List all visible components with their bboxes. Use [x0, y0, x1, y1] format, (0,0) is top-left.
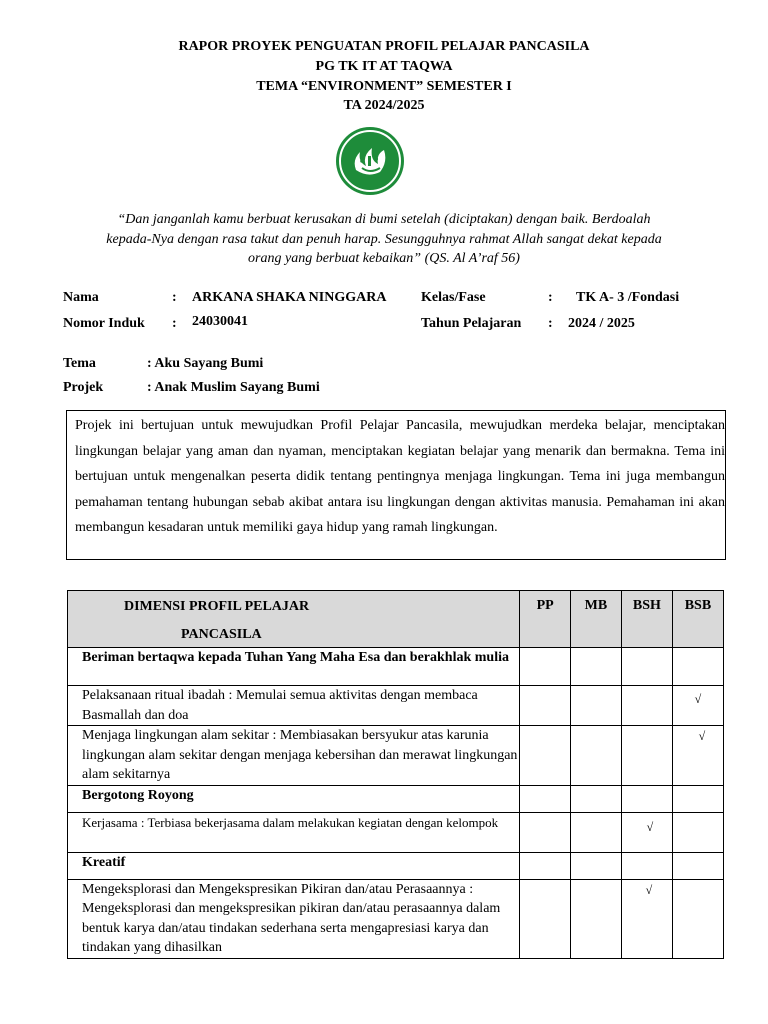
id-label: Nomor Induk — [63, 316, 145, 331]
table-header-row — [68, 591, 724, 648]
item-label: Menjaga lingkungan alam sekitar : Membiasakan bersyukur atas karunia lingkungan alam sekitar dengan menjaga kebersihan dan merawat lingkungan alam sekitarnya — [68, 726, 520, 786]
year-colon: : — [548, 316, 553, 331]
col-mb: MB — [570, 591, 621, 648]
project-value: : Anak Muslim Sayang Bumi — [147, 380, 320, 395]
quote-line: kepada-Nya dengan rasa takut dan penuh harap. Sesungguhnya rahmat Allah sangat dekat kepada — [106, 232, 662, 247]
class-colon: : — [548, 290, 553, 305]
academic-year: TA 2024/2025 — [343, 98, 425, 113]
col-pp: PP — [520, 591, 571, 648]
school-crest-icon — [332, 126, 408, 196]
profile-dimension-table — [67, 590, 724, 959]
year-value: 2024 / 2025 — [568, 316, 635, 331]
theme-value: : Aku Sayang Bumi — [147, 356, 264, 371]
col-bsb: BSB — [672, 591, 723, 648]
quote-line: orang yang berbuat kebaikan” (QS. Al A’raf 56) — [248, 251, 520, 266]
name-colon: : — [172, 290, 177, 305]
group-row — [68, 648, 724, 686]
check-mark-icon: √ — [645, 882, 653, 897]
school-name: PG TK IT AT TAQWA — [315, 59, 453, 74]
project-description: Projek ini bertujuan untuk mewujudkan Profil Pelajar Pancasila, mewujudkan merdeka belajar, menciptakan lingkungan belajar yang aman dan nyaman, menciptakan kegiatan belajar yang menarik dan bermakna. Tema ini bertujuan untuk mengenalkan peserta didik tentang pentingnya menjaga lingkungan. Tema ini juga membangun pemahaman tentang hubungan sebab akibat antara isu lingkungan dengan aktivitas manusia. Pemahaman ini akan membangun kesadaran untuk memiliki gaya hidup yang ramah lingkungan. — [75, 418, 725, 535]
group-label: Kreatif — [68, 852, 520, 879]
col-bsh: BSH — [621, 591, 672, 648]
dimension-header-line: PANCASILA — [181, 627, 262, 642]
group-label: Bergotong Royong — [68, 785, 520, 812]
group-label: Beriman bertaqwa kepada Tuhan Yang Maha Esa dan berakhlak mulia — [68, 648, 520, 686]
name-label: Nama — [63, 290, 99, 305]
id-colon: : — [172, 316, 177, 331]
quote-line: “Dan janganlah kamu berbuat kerusakan di bumi setelah (diciptakan) dengan baik. Berdoalah — [117, 212, 651, 227]
item-label: Mengeksplorasi dan Mengekspresikan Pikiran dan/atau Perasaannya : Mengeksplorasi dan mengekspresikan pikiran dan/atau perasaannya dalam bentuk karya dan/atau tindakan sederhana serta mengapresiasi karya dan tindakan yang dihasilkan — [68, 879, 520, 958]
item-label: Pelaksanaan ritual ibadah : Memulai semua aktivitas dengan membaca Basmallah dan doa — [68, 686, 520, 726]
year-label: Tahun Pelajaran — [421, 316, 522, 331]
dimension-header-line: DIMENSI PROFIL PELAJAR — [124, 599, 310, 614]
theme-semester: TEMA “ENVIRONMENT” SEMESTER I — [256, 79, 512, 94]
student-name: ARKANA SHAKA NINGGARA — [192, 290, 387, 305]
check-mark-icon: √ — [646, 819, 654, 834]
item-label: Kerjasama : Terbiasa bekerjasama dalam melakukan kegiatan dengan kelompok — [68, 812, 520, 852]
table-row — [68, 686, 724, 726]
report-title: RAPOR PROYEK PENGUATAN PROFIL PELAJAR PANCASILA — [178, 39, 590, 54]
project-description-box — [66, 410, 726, 560]
theme-label: Tema — [63, 356, 96, 371]
table-row — [68, 812, 724, 852]
dimension-header — [68, 591, 520, 648]
group-row — [68, 852, 724, 879]
check-mark-icon: √ — [698, 729, 706, 743]
class-value: TK A- 3 /Fondasi — [576, 290, 680, 305]
student-id: 24030041 — [192, 314, 248, 329]
group-row — [68, 785, 724, 812]
project-label: Projek — [63, 380, 104, 395]
table-row — [68, 879, 724, 958]
class-label: Kelas/Fase — [421, 290, 486, 305]
check-mark-icon: √ — [694, 692, 702, 706]
table-row — [68, 726, 724, 786]
